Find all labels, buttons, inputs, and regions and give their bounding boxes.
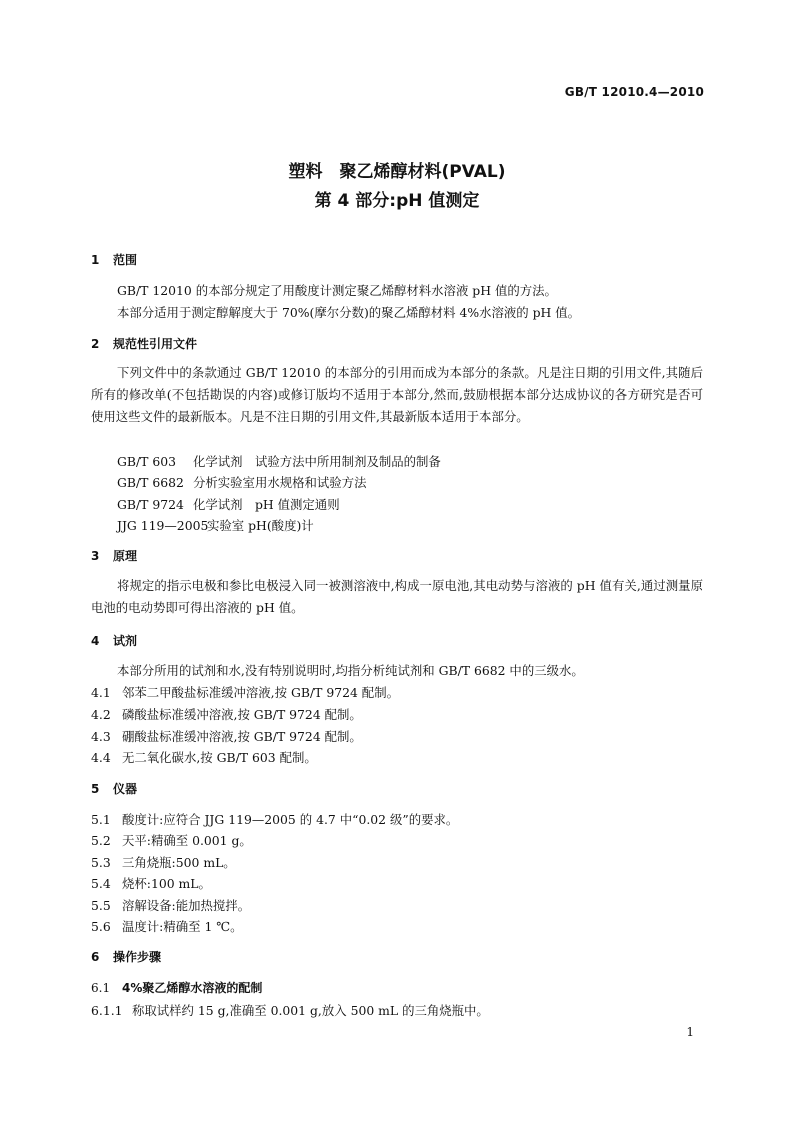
clause-item — [91, 874, 211, 892]
paragraph: 本部分所用的试剂和水,没有特别说明时,均指分析纯试剂和 GB/T 6682 中的三级水。 — [117, 663, 584, 678]
paragraph: GB/T 12010 的本部分规定了用酸度计测定聚乙烯醇材料水溶液 pH 值的方法。 — [117, 283, 557, 298]
reference-title: 化学试剂 pH 值测定通则 — [193, 497, 340, 512]
section-heading-principle — [91, 547, 137, 564]
paragraph: 本部分适用于测定醇解度大于 70%(摩尔分数)的聚乙烯醇材料 4%水溶液的 pH 值。 — [117, 305, 581, 320]
subclause-heading — [91, 979, 262, 996]
clause-number: 4.4 — [91, 750, 111, 765]
clause-text: 温度计:精确至 1 ℃。 — [122, 919, 243, 934]
reference-item — [117, 516, 314, 534]
clause-number: 5.1 — [91, 812, 111, 827]
clause-item — [91, 917, 243, 935]
reference-code: GB/T 9724 — [117, 497, 184, 512]
clause-item — [91, 727, 362, 745]
reference-item — [117, 495, 340, 513]
section-title: 仪器 — [113, 782, 138, 796]
clause-text: 称取试样约 15 g,准确至 0.001 g,放入 500 mL 的三角烧瓶中。 — [132, 1003, 489, 1018]
clause-item — [91, 748, 317, 766]
section-title: 规范性引用文件 — [113, 337, 198, 351]
section-number: 3 — [91, 549, 100, 563]
clause-item — [91, 1001, 489, 1019]
reference-item — [117, 473, 366, 491]
section-title: 范围 — [113, 253, 138, 267]
reference-title: 分析实验室用水规格和试验方法 — [193, 475, 367, 490]
document-title-line2: 第 4 部分:pH 值测定 — [314, 191, 480, 211]
clause-item — [91, 853, 236, 871]
clause-text: 烧杯:100 mL。 — [122, 876, 211, 891]
section-number: 2 — [91, 337, 100, 351]
clause-number: 5.4 — [91, 876, 111, 891]
clause-number: 4.3 — [91, 729, 111, 744]
clause-item — [91, 896, 250, 914]
clause-number: 5.3 — [91, 855, 111, 870]
reference-title: 实验室 pH(酸度)计 — [207, 518, 314, 533]
section-number: 4 — [91, 634, 100, 648]
page-number: 1 — [686, 1025, 694, 1039]
clause-number: 6.1 — [91, 981, 111, 995]
reference-code: GB/T 603 — [117, 454, 177, 469]
clause-item — [91, 810, 458, 828]
clause-item — [91, 705, 362, 723]
clause-text: 天平:精确至 0.001 g。 — [122, 833, 252, 848]
section-heading-reagents — [91, 632, 137, 649]
reference-item — [117, 452, 441, 470]
clause-number: 5.6 — [91, 919, 111, 934]
subclause-title: 4%聚乙烯醇水溶液的配制 — [122, 981, 263, 995]
clause-number: 4.2 — [91, 707, 111, 722]
section-number: 5 — [91, 782, 100, 796]
clause-text: 无二氧化碳水,按 GB/T 603 配制。 — [122, 750, 317, 765]
clause-text: 磷酸盐标准缓冲溶液,按 GB/T 9724 配制。 — [122, 707, 362, 722]
clause-number: 4.1 — [91, 685, 111, 700]
clause-text: 硼酸盐标准缓冲溶液,按 GB/T 9724 配制。 — [122, 729, 362, 744]
reference-code: JJG 119—2005 — [117, 518, 209, 533]
clause-number: 5.5 — [91, 898, 111, 913]
clause-text: 三角烧瓶:500 mL。 — [122, 855, 236, 870]
section-number: 6 — [91, 950, 100, 964]
standard-code: GB/T 12010.4—2010 — [564, 85, 704, 99]
clause-item — [91, 831, 252, 849]
section-title: 试剂 — [113, 634, 138, 648]
clause-item — [91, 683, 399, 701]
paragraph: 将规定的指示电极和参比电极浸入同一被测溶液中,构成一原电池,其电动势与溶液的 pH 值有关,通过测量原电池的电动势即可得出溶液的 pH 值。 — [91, 578, 703, 615]
clause-number: 5.2 — [91, 833, 111, 848]
section-heading-apparatus — [91, 780, 137, 797]
paragraph: 下列文件中的条款通过 GB/T 12010 的本部分的引用而成为本部分的条款。凡是注日期的引用文件,其随后所有的修改单(不包括勘误的内容)或修订版均不适用于本部分,然而,鼓励根据本部分达成协议的各方研究是否可使用这些文件的最新版本。凡是不注日期的引用文件,其最新版本适用于本部分。 — [91, 365, 703, 424]
section-title: 原理 — [113, 549, 138, 563]
clause-number: 6.1.1 — [91, 1003, 123, 1018]
document-title-line1: 塑料 聚乙烯醇材料(PVAL) — [288, 162, 506, 182]
section-heading-procedure — [91, 948, 161, 965]
reference-code: GB/T 6682 — [117, 475, 184, 490]
clause-text: 溶解设备:能加热搅拌。 — [122, 898, 251, 913]
clause-text: 酸度计:应符合 JJG 119—2005 的 4.7 中“0.02 级”的要求。 — [122, 812, 459, 827]
reference-title: 化学试剂 试验方法中所用制剂及制品的制备 — [193, 454, 441, 469]
section-heading-normative-references — [91, 335, 197, 352]
section-title: 操作步骤 — [113, 950, 162, 964]
section-number: 1 — [91, 253, 100, 267]
clause-text: 邻苯二甲酸盐标准缓冲溶液,按 GB/T 9724 配制。 — [122, 685, 399, 700]
section-heading-scope — [91, 251, 137, 268]
